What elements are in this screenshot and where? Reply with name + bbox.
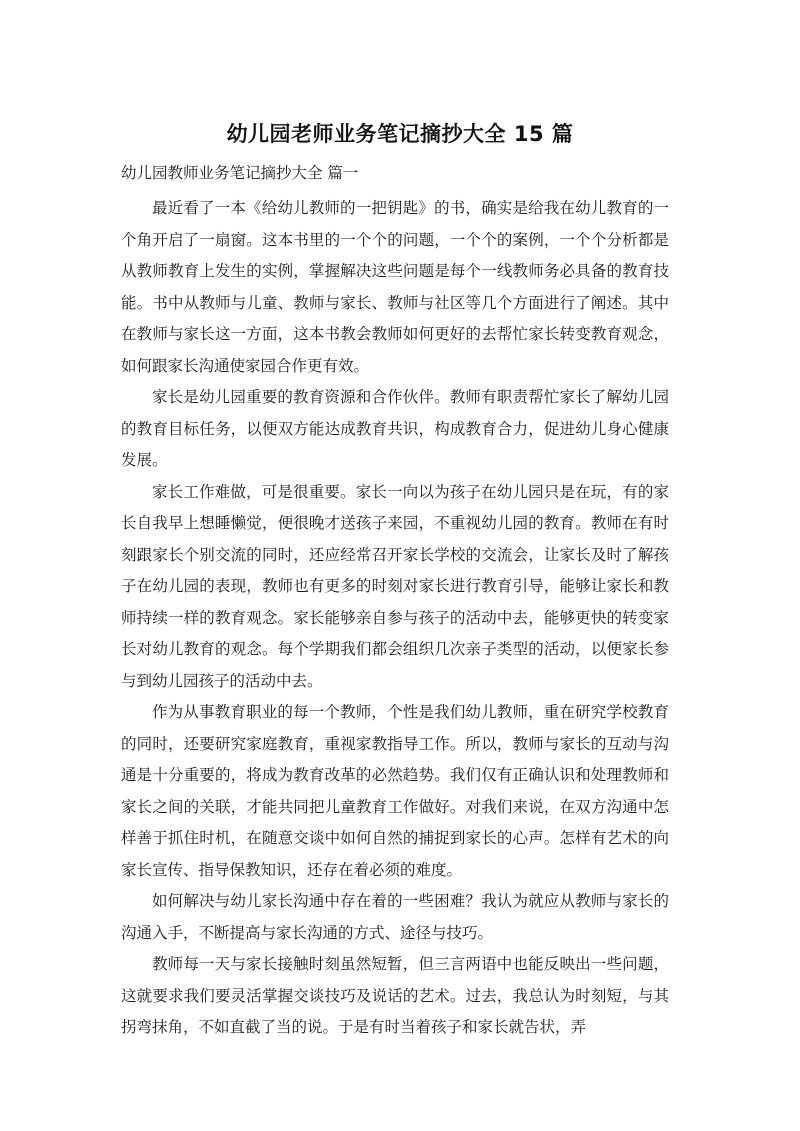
paragraph: 教师每一天与家长接触时刻虽然短暂，但三言两语中也能反映出一些问题，这就要求我们要灵活掌握交谈技巧及说话的艺术。过去，我总认为时刻短，与其拐弯抹角，不如直截了当的说。于是有时当着孩子和家长就告状，弄 bbox=[121, 955, 669, 1036]
paragraph: 最近看了一本《给幼儿教师的一把钥匙》的书，确实是给我在幼儿教育的一个角开启了一扇窗。这本书里的一个个的问题，一个个的案例，一个个分析都是从教师教育上发生的实例，掌握解决这些问题是每个一线教师务必具备的教育技能。书中从教师与儿童、教师与家长、教师与社区等几个方面进行了阐述。其中在教师与家长这一方面，这本书教会教师如何更好的去帮忙家长转变教育观念，如何跟家长沟通使家园合作更有效。 bbox=[121, 199, 669, 375]
paragraph: 家长工作难做，可是很重要。家长一向以为孩子在幼儿园只是在玩，有的家长自我早上想睡懒觉，便很晚才送孩子来园，不重视幼儿园的教育。教师在有时刻跟家长个别交流的同时，还应经常召开家长学校的交流会，让家长及时了解孩子在幼儿园的表现，教师也有更多的时刻对家长进行教育引导，能够让家长和教师持续一样的教育观念。家长能够亲自参与孩子的活动中去，能够更快的转变家长对幼儿教育的观念。每个学期我们都会组织几次亲子类型的活动，以便家长参与到幼儿园孩子的活动中去。 bbox=[121, 482, 669, 690]
section-heading: 幼儿园教师业务笔记摘抄大全 篇一 bbox=[121, 164, 359, 182]
body-text bbox=[121, 193, 669, 1044]
paragraph: 如何解决与幼儿家长沟通中存在着的一些困难？我认为就应从教师与家长的沟通入手，不断提高与家长沟通的方式、途径与技巧。 bbox=[121, 892, 669, 942]
paragraph: 家长是幼儿园重要的教育资源和合作伙伴。教师有职责帮忙家长了解幼儿园的教育目标任务，以便双方能达成教育共识，构成教育合力，促进幼儿身心健康发展。 bbox=[121, 388, 669, 469]
document-title: 幼儿园老师业务笔记摘抄大全 15 篇 bbox=[226, 122, 574, 146]
paragraph: 作为从事教育职业的每一个教师，个性是我们幼儿教师，重在研究学校教育的同时，还要研究家庭教育，重视家教指导工作。所以，教师与家长的互动与沟通是十分重要的，将成为教育改革的必然趋势。我们仅有正确认识和处理教师和家长之间的关联，才能共同把儿童教育工作做好。对我们来说，在双方沟通中怎样善于抓住时机，在随意交谈中如何自然的捕捉到家长的心声。怎样有艺术的向家长宣传、指导保教知识，还存在着必须的难度。 bbox=[121, 703, 669, 879]
